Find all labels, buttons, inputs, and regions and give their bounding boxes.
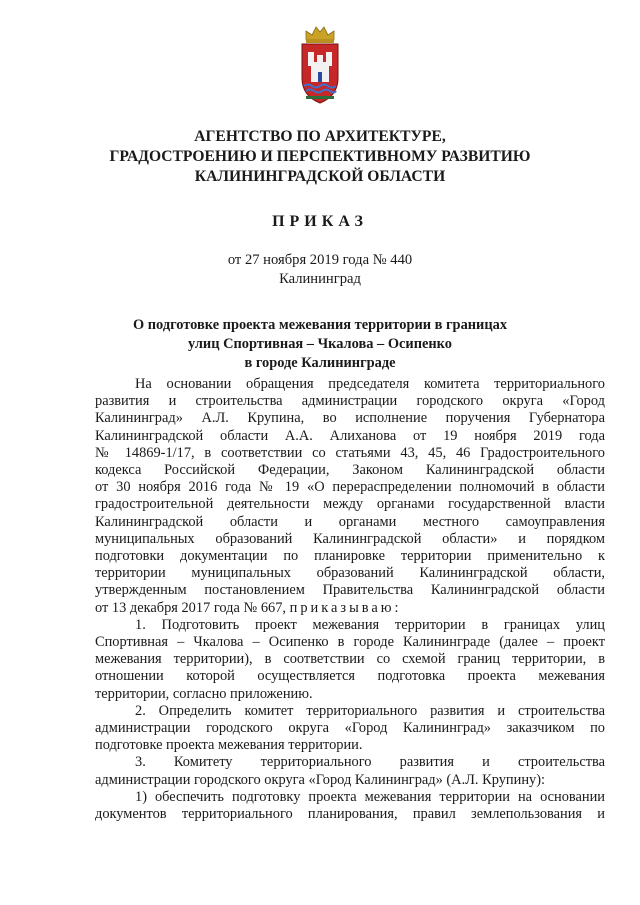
body-paragraph: [95, 703, 605, 755]
agency-line: КАЛИНИНГРАДСКОЙ ОБЛАСТИ: [194, 168, 446, 185]
text-line: территории, согласно приложению.: [95, 685, 313, 702]
text-line: № 14869-1/17, в соответствии со статьями 43, 45, 46 Градостроительного: [95, 444, 605, 461]
agency-line: АГЕНТСТВО ПО АРХИТЕКТУРЕ,: [194, 128, 446, 145]
agency-line: ГРАДОСТРОЕНИЮ И ПЕРСПЕКТИВНОМУ РАЗВИТИЮ: [109, 148, 531, 165]
text-line: кодекса Российской Федерации, Законом Калининградской области: [95, 462, 605, 479]
order-subject: [0, 316, 640, 373]
text-line: Калининградской области и органами местного самоуправления: [95, 513, 605, 530]
agency-name: [0, 127, 640, 187]
text-line: подготовке проекта межевания территории.: [95, 737, 363, 754]
document-body: [95, 376, 605, 823]
text-line: Калининградской области А.А. Алиханова от 19 ноября 2019 года: [95, 427, 605, 444]
order-place: Калининград: [279, 271, 361, 287]
text-line: 3. Комитету территориального развития и строительства: [135, 754, 605, 771]
text-line: 1) обеспечить подготовку проекта межевания территории на основании: [135, 788, 605, 805]
text-line: территории муниципальных образований Калининградской области,: [95, 565, 605, 582]
subject-line: улиц Спортивная – Чкалова – Осипенко: [188, 336, 452, 352]
text-line: Калининград» А.Л. Крупина, во исполнение поручения Губернатора: [95, 410, 605, 427]
body-paragraph: [95, 754, 605, 788]
text-line: градостроительной деятельности между органами государственной власти: [95, 496, 605, 513]
order-date: от 27 ноября 2019 года № 440: [227, 252, 413, 268]
text-line: межевания территории), в соответствии со схемой границ территории, в: [95, 651, 605, 668]
text-line: 2. Определить комитет территориального развития и строительства: [135, 702, 605, 719]
document-type-title: ПРИКАЗ: [272, 213, 368, 230]
text-line: администрации городского округа «Город Калининград» (А.Л. Крупину):: [95, 771, 546, 788]
body-paragraph: [95, 789, 605, 823]
text-line: администрации городского округа «Город Калининград» заказчиком по: [95, 720, 605, 737]
subject-line: в городе Калининграде: [244, 355, 396, 371]
coat-of-arms-emblem: [297, 26, 343, 106]
order-date-block: [0, 251, 640, 289]
text-line: [95, 600, 605, 617]
command-word: приказываю:: [289, 599, 402, 616]
text-line: от 30 ноября 2016 года № 19 «О перераспределении полномочий в области: [95, 479, 605, 496]
text-line: На основании обращения председателя комитета территориального: [135, 376, 605, 392]
text-line: документов территориального планирования, правил землепользования и: [95, 806, 605, 823]
text-line: Спортивная – Чкалова – Осипенко в городе Калининграде (далее – проект: [95, 634, 605, 651]
text-line: 1. Подготовить проект межевания территории в границах улиц: [135, 616, 605, 633]
text-line: утвержденным постановлением Правительства Калининградской области: [95, 582, 605, 599]
text-line: подготовки документации по планировке территории применительно к: [95, 548, 605, 565]
text-line: отношении которой осуществляется подготовка проекта межевания: [95, 668, 605, 685]
subject-line: О подготовке проекта межевания территории в границах: [132, 317, 508, 333]
body-paragraph: [95, 376, 605, 617]
text-line: развития и строительства администрации городского округа «Город: [95, 393, 605, 410]
text-fragment: от 13 декабря 2017 года № 667,: [95, 599, 287, 616]
text-line: муниципальных образований Калининградской области» и порядком: [95, 530, 605, 547]
body-paragraph: [95, 617, 605, 703]
